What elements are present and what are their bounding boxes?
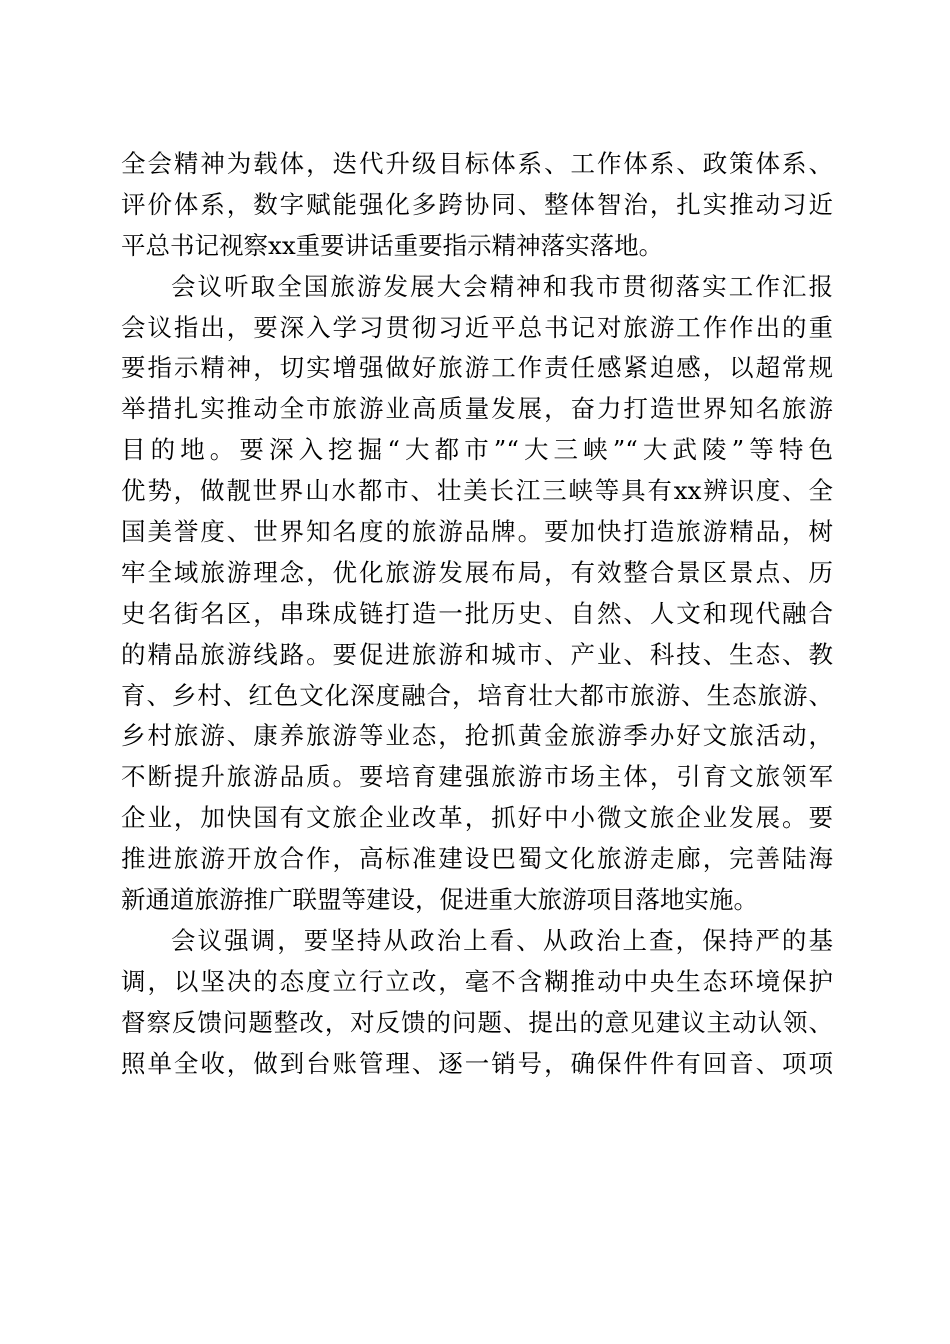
text-line: 会议指出，要深入学习贯彻习近平总书记对旅游工作作出的重 [121,312,833,342]
text-line: 的精品旅游线路。要促进旅游和城市、产业、科技、生态、教 [121,639,833,669]
text-line: 督察反馈问题整改，对反馈的问题、提出的意见建议主动认领、 [121,1007,833,1037]
text-line: 评价体系，数字赋能强化多跨协同、整体智治，扎实推动习近 [121,189,833,219]
text-line: 全会精神为载体，迭代升级目标体系、工作体系、政策体系、 [121,149,833,178]
text-line: 照单全收，做到台账管理、逐一销号，确保件件有回音、项项 [121,1048,833,1078]
text-line: 平总书记视察xx重要讲话重要指示精神落实落地。 [121,230,664,260]
text-line: 推进旅游开放合作，高标准建设巴蜀文化旅游走廊，完善陆海 [121,844,833,874]
text-line: 举措扎实推动全市旅游业高质量发展，奋力打造世界知名旅游 [121,394,833,424]
text-line: 牢全域旅游理念，优化旅游发展布局，有效整合景区景点、历 [121,557,833,587]
text-line: 调，以坚决的态度立行立改，毫不含糊推动中央生态环境保护 [121,966,833,996]
text-line: 乡村旅游、康养旅游等业态，抢抓黄金旅游季办好文旅活动， [121,721,833,751]
text-line: 企业，加快国有文旅企业改革，抓好中小微文旅企业发展。要 [121,803,833,833]
text-line: 优势，做靓世界山水都市、壮美长江三峡等具有xx辨识度、全 [121,476,833,506]
text-line: 史名街名区，串珠成链打造一批历史、自然、人文和现代融合 [121,598,833,628]
text-line: 目的地。要深入挖掘“大都市”“大三峡”“大武陵”等特色 [121,435,833,465]
text-line: 不断提升旅游品质。要培育建强旅游市场主体，引育文旅领军 [121,762,833,792]
body-text [121,144,833,1084]
text-line: 会议强调，要坚持从政治上看、从政治上查，保持严的基 [171,925,833,955]
text-line: 育、乡村、红色文化深度融合，培育壮大都市旅游、生态旅游、 [121,680,833,710]
text-line: 国美誉度、世界知名度的旅游品牌。要加快打造旅游精品，树 [121,517,833,547]
text-line: 要指示精神，切实增强做好旅游工作责任感紧迫感，以超常规 [121,353,833,383]
text-line: 会议听取全国旅游发展大会精神和我市贯彻落实工作汇报 [171,271,833,301]
text-line: 新通道旅游推广联盟等建设，促进重大旅游项目落地实施。 [121,885,758,915]
